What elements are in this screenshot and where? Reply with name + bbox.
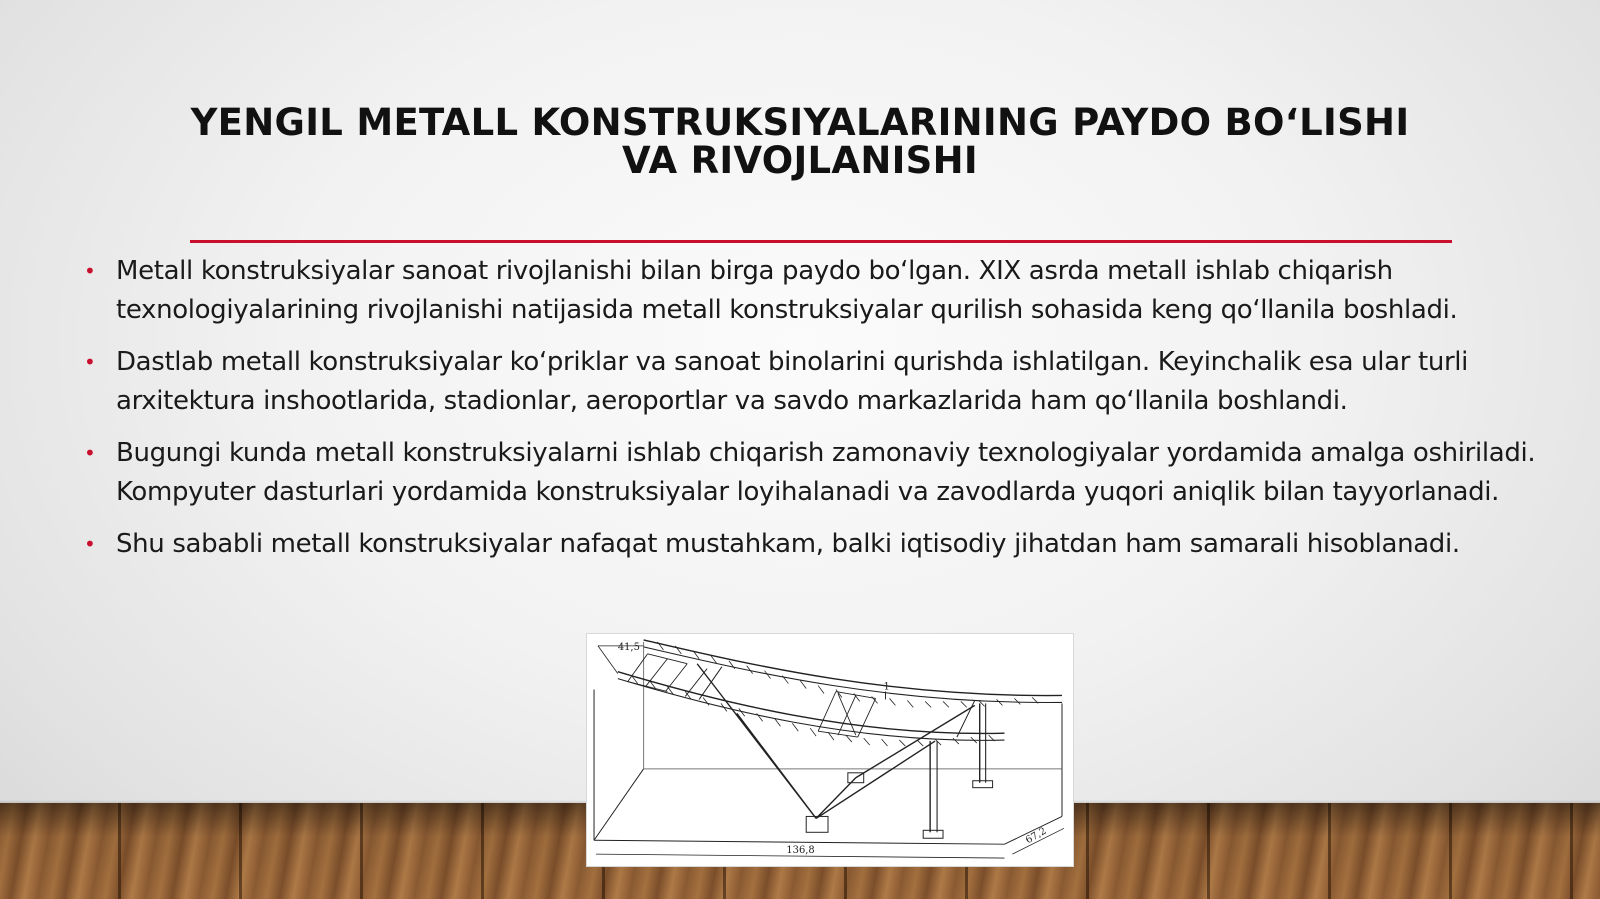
bullet-text: Bugungi kunda metall konstruksiyalarni ishlab chiqarish zamonaviy texnologiyalar yordamida amalga oshiriladi. Kompyuter dasturlari yordamida konstruksiyalar loyihalanadi va zavodlarda yuqori aniqlik bilan tayyorlanadi.	[116, 438, 1536, 507]
column-footing	[973, 781, 993, 788]
dimension-label-depth: 67,2	[1023, 825, 1049, 847]
bullet-dot-icon: •	[84, 441, 96, 465]
slide-title: YENGIL METALL KONSTRUKSIYALARINING PAYDO BO‘LISHI VA RIVOJLANISHI	[190, 101, 1410, 182]
bullet-dot-icon: •	[84, 532, 96, 556]
inclined-struts	[697, 664, 975, 819]
bullet-item	[84, 434, 1554, 512]
dimension-label-top: 41,5	[617, 641, 640, 653]
front-truss-top-chord	[618, 672, 1005, 734]
bullet-list	[84, 252, 1554, 577]
bullet-text: Shu sababli metall konstruksiyalar nafaqat mustahkam, balki iqtisodiy jihatdan ham samarali hisoblanadi.	[116, 529, 1460, 559]
bullet-item	[84, 525, 1554, 564]
bullet-item	[84, 343, 1554, 421]
bullet-item	[84, 252, 1554, 330]
item-label: 1	[883, 681, 890, 693]
truss-structure-drawing	[586, 633, 1074, 867]
title-underline	[190, 240, 1452, 243]
cross-bracing-left	[628, 654, 707, 697]
front-truss-lattice	[632, 676, 995, 746]
bullet-text: Metall konstruksiyalar sanoat rivojlanishi bilan birga paydo bo‘lgan. XIX asrda metall ishlab chiqarish texnologiyalarining rivojlanishi natijasida metall konstruksiyalar qurilish sohasida keng qo‘llanila boshladi.	[116, 256, 1458, 325]
dimension-label-length: 136,8	[786, 845, 815, 857]
bullet-text: Dastlab metall konstruksiyalar ko‘priklar va sanoat binolarini qurishda ishlatilgan. Keyinchalik esa ular turli arxitektura inshootlarida, stadionlar, aeroportlar va savdo markazlarida ham qo‘llanila boshlandi.	[116, 347, 1469, 416]
truss-structure-svg	[587, 634, 1073, 866]
foundation-block	[806, 816, 828, 832]
bullet-dot-icon: •	[84, 350, 96, 374]
ground-left-edge	[594, 769, 644, 840]
bullet-dot-icon: •	[84, 259, 96, 283]
top-dimension-leader	[598, 646, 618, 674]
column-footing	[923, 830, 943, 838]
back-truss-top-chord	[644, 640, 1062, 696]
